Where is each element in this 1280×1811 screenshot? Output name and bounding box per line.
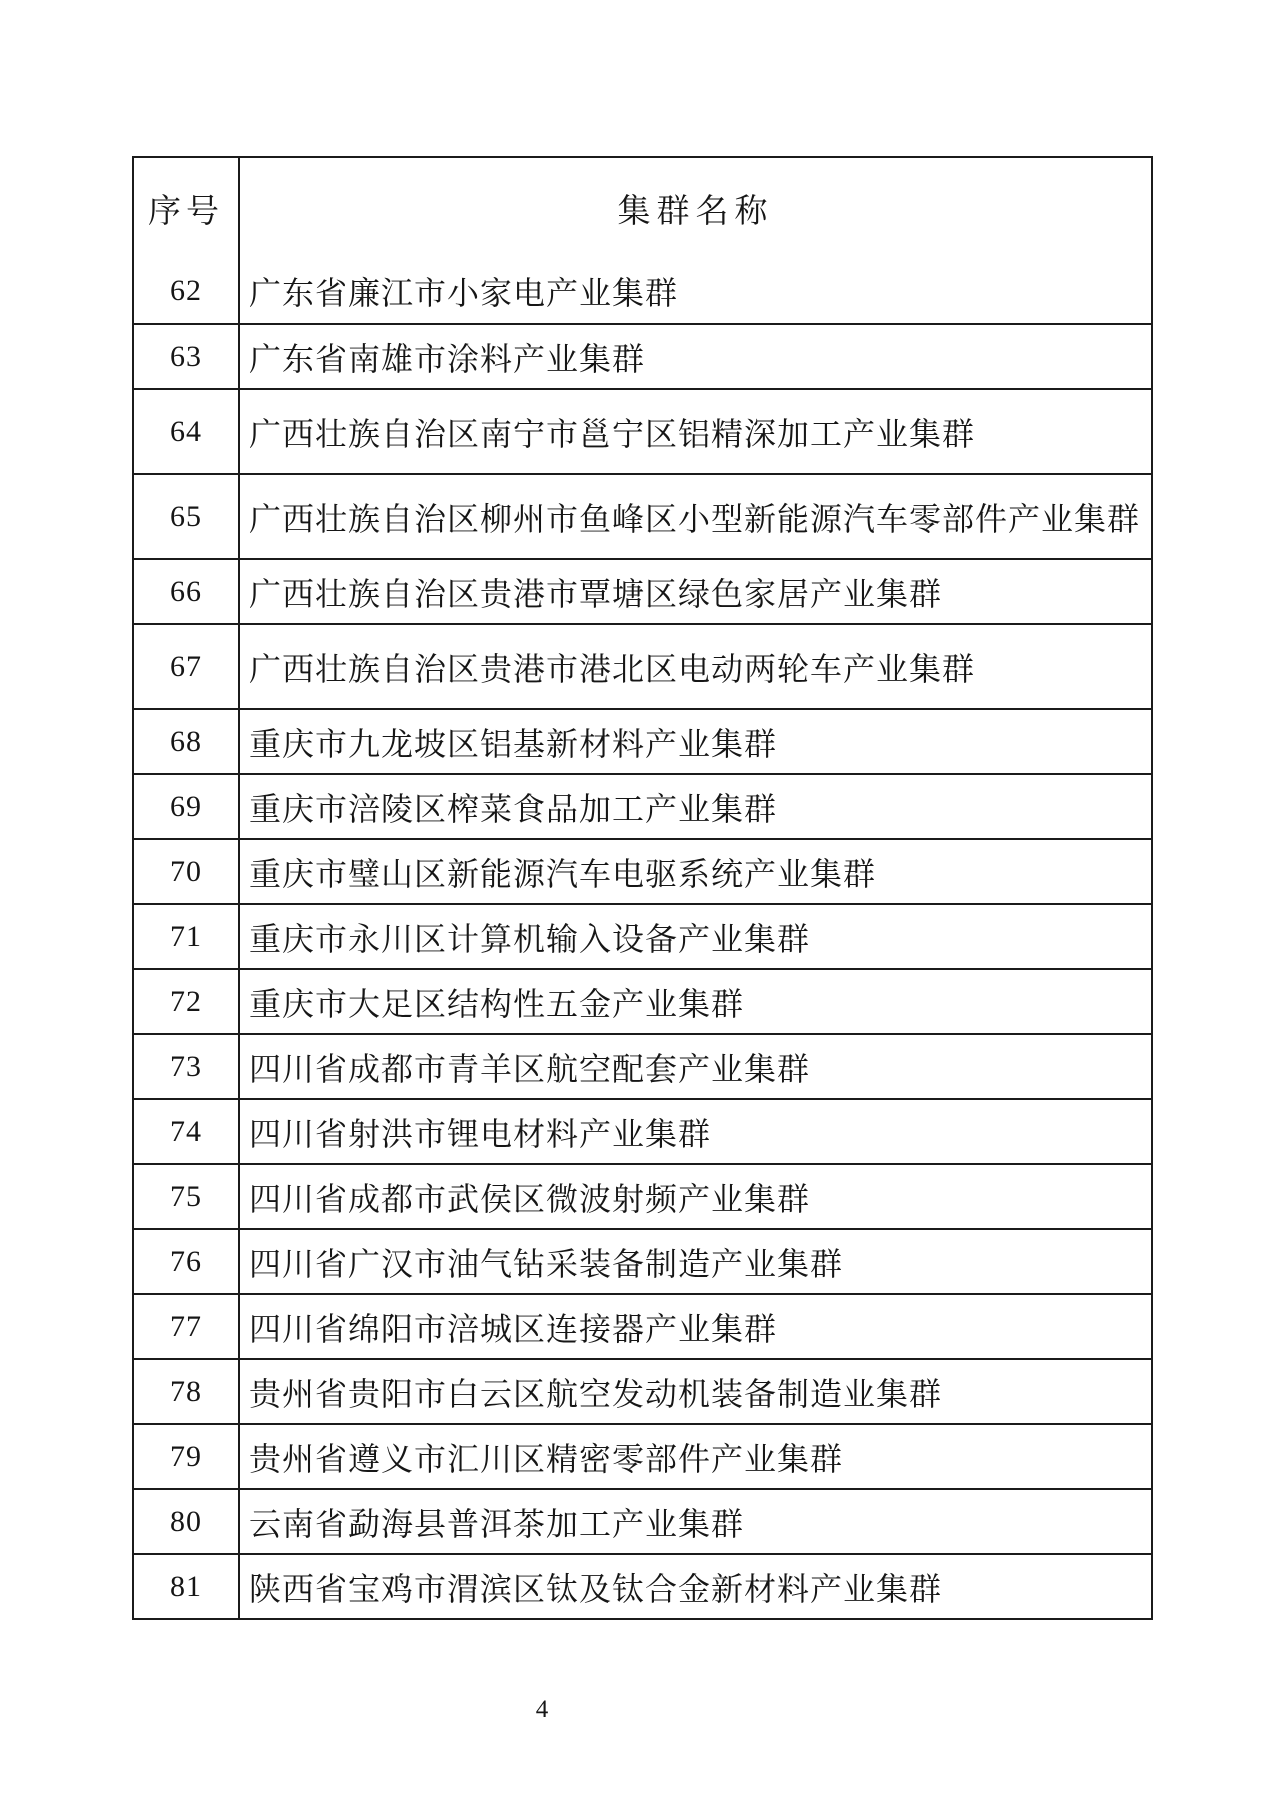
table-row [134, 838, 1151, 903]
cluster-name-cell: 四川省成都市武侯区微波射频产业集群 [249, 1180, 811, 1217]
row-number-cell: 71 [134, 905, 240, 968]
cluster-name-cell: 重庆市九龙坡区铝基新材料产业集群 [249, 725, 778, 762]
cluster-table [132, 156, 1153, 1620]
table-row [134, 773, 1151, 838]
table-row [134, 903, 1151, 968]
row-number-cell: 79 [134, 1425, 240, 1488]
row-number-cell: 77 [134, 1295, 240, 1358]
row-number-cell: 62 [134, 258, 240, 323]
table-row [134, 1488, 1151, 1553]
table-row [134, 1553, 1151, 1618]
cluster-name-cell: 广西壮族自治区贵港市港北区电动两轮车产业集群 [249, 650, 976, 687]
cluster-name-cell: 重庆市大足区结构性五金产业集群 [249, 985, 745, 1022]
cluster-name-cell: 重庆市永川区计算机输入设备产业集群 [249, 920, 811, 957]
cluster-name-cell: 云南省勐海县普洱茶加工产业集群 [249, 1505, 745, 1542]
row-number-cell: 64 [134, 390, 240, 473]
table-header-row [134, 158, 1151, 258]
page-number: 4 [535, 1696, 549, 1723]
table-row [134, 623, 1151, 708]
column-header-cluster-name: 集群名称 [617, 193, 774, 230]
cluster-name-cell: 广西壮族自治区柳州市鱼峰区小型新能源汽车零部件产业集群 [249, 500, 1141, 537]
row-number-cell: 76 [134, 1230, 240, 1293]
row-number-cell: 65 [134, 475, 240, 558]
cluster-name-cell: 四川省绵阳市涪城区连接器产业集群 [249, 1310, 778, 1347]
row-number-cell: 80 [134, 1490, 240, 1553]
table-row [134, 1163, 1151, 1228]
cluster-name-cell: 陕西省宝鸡市渭滨区钛及钛合金新材料产业集群 [249, 1570, 943, 1607]
row-number-cell: 68 [134, 710, 240, 773]
table-row [134, 1228, 1151, 1293]
table-row [134, 258, 1151, 323]
cluster-name-cell: 四川省广汉市油气钻采装备制造产业集群 [249, 1245, 844, 1282]
table-body [134, 258, 1151, 1618]
table-row [134, 1423, 1151, 1488]
cluster-name-cell: 贵州省贵阳市白云区航空发动机装备制造业集群 [249, 1375, 943, 1412]
cluster-name-cell: 重庆市璧山区新能源汽车电驱系统产业集群 [249, 855, 877, 892]
table-row [134, 388, 1151, 473]
row-number-cell: 74 [134, 1100, 240, 1163]
row-number-cell: 78 [134, 1360, 240, 1423]
column-header-serial-number: 序号 [134, 158, 240, 258]
table-row [134, 558, 1151, 623]
table-row [134, 968, 1151, 1033]
table-row [134, 323, 1151, 388]
table-row [134, 473, 1151, 558]
table-row [134, 1358, 1151, 1423]
row-number-cell: 69 [134, 775, 240, 838]
cluster-name-cell: 广东省南雄市涂料产业集群 [249, 340, 646, 377]
row-number-cell: 73 [134, 1035, 240, 1098]
cluster-name-cell: 四川省成都市青羊区航空配套产业集群 [249, 1050, 811, 1087]
cluster-name-cell: 广西壮族自治区南宁市邕宁区铝精深加工产业集群 [249, 415, 976, 452]
cluster-name-cell: 四川省射洪市锂电材料产业集群 [249, 1115, 712, 1152]
row-number-cell: 66 [134, 560, 240, 623]
table-row [134, 1098, 1151, 1163]
row-number-cell: 67 [134, 625, 240, 708]
cluster-name-cell: 广西壮族自治区贵港市覃塘区绿色家居产业集群 [249, 575, 943, 612]
cluster-name-cell: 重庆市涪陵区榨菜食品加工产业集群 [249, 790, 778, 827]
row-number-cell: 72 [134, 970, 240, 1033]
row-number-cell: 75 [134, 1165, 240, 1228]
row-number-cell: 70 [134, 840, 240, 903]
cluster-name-cell: 贵州省遵义市汇川区精密零部件产业集群 [249, 1440, 844, 1477]
row-number-cell: 81 [134, 1555, 240, 1618]
row-number-cell: 63 [134, 325, 240, 388]
table-row [134, 708, 1151, 773]
table-row [134, 1293, 1151, 1358]
cluster-name-cell: 广东省廉江市小家电产业集群 [249, 274, 679, 311]
table-row [134, 1033, 1151, 1098]
